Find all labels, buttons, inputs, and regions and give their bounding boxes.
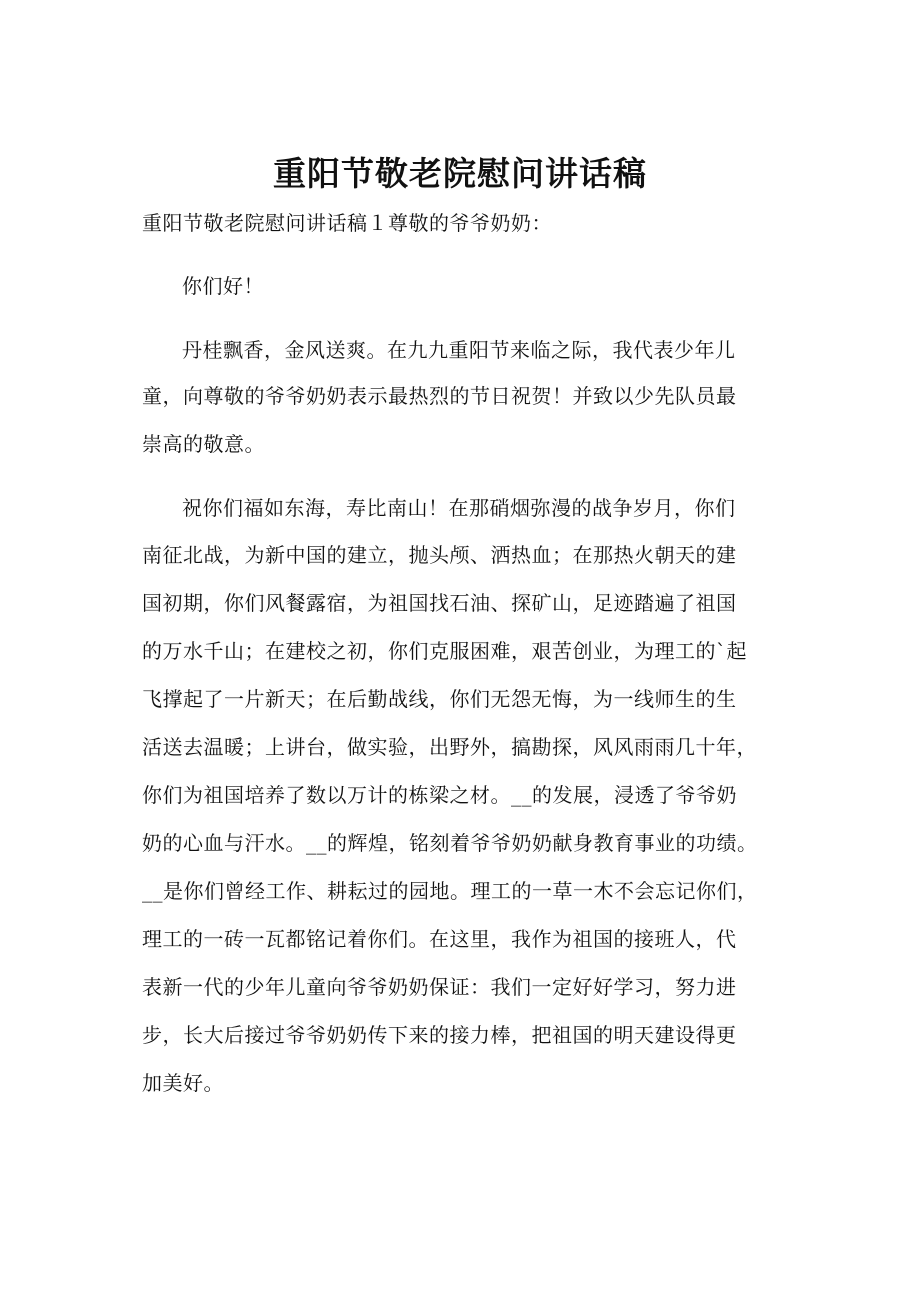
paragraph-2-line: 步，长大后接过爷爷奶奶传下来的接力棒，把祖国的明天建设得更	[142, 1023, 737, 1047]
paragraph-2-line: 加美好。	[142, 1071, 224, 1095]
paragraph-2-line: 表新一代的少年儿童向爷爷奶奶保证：我们一定好好学习，努力进	[142, 975, 737, 999]
paragraph-2-line: 奶的心血与汗水。__的辉煌，铭刻着爷爷奶奶献身教育事业的功绩。	[142, 831, 758, 855]
paragraph-2-line: 理工的一砖一瓦都铭记着你们。在这里，我作为祖国的接班人，代	[142, 927, 737, 951]
paragraph-1-line: 崇高的敬意。	[142, 432, 265, 456]
document-title: 重阳节敬老院慰问讲话稿	[273, 154, 647, 193]
paragraph-2-line: 你们为祖国培养了数以万计的栋梁之材。__的发展，浸透了爷爷奶	[142, 783, 737, 807]
paragraph-2-line: 的万水千山；在建校之初，你们克服困难，艰苦创业，为理工的`起	[142, 639, 747, 663]
paragraph-2-line: 祝你们福如东海，寿比南山！在那硝烟弥漫的战争岁月，你们	[182, 496, 736, 520]
greeting-line: 你们好！	[182, 274, 264, 298]
paragraph-1-line: 童，向尊敬的爷爷奶奶表示最热烈的节日祝贺！并致以少先队员最	[142, 384, 737, 408]
paragraph-2-line: __是你们曾经工作、耕耘过的园地。理工的一草一木不会忘记你们，	[142, 879, 758, 903]
opening-line: 重阳节敬老院慰问讲话稿１尊敬的爷爷奶奶：	[142, 211, 552, 235]
paragraph-2-line: 活送去温暖；上讲台，做实验，出野外，搞勘探，风风雨雨几十年，	[142, 735, 757, 759]
paragraph-2-line: 国初期，你们风餐露宿，为祖国找石油、探矿山，足迹踏遍了祖国	[142, 591, 737, 615]
paragraph-2-line: 飞撑起了一片新天；在后勤战线，你们无怨无悔，为一线师生的生	[142, 687, 737, 711]
paragraph-2-line: 南征北战，为新中国的建立，抛头颅、洒热血；在那热火朝天的建	[142, 543, 737, 567]
paragraph-1-line: 丹桂飘香，金风送爽。在九九重阳节来临之际，我代表少年儿	[182, 338, 736, 362]
